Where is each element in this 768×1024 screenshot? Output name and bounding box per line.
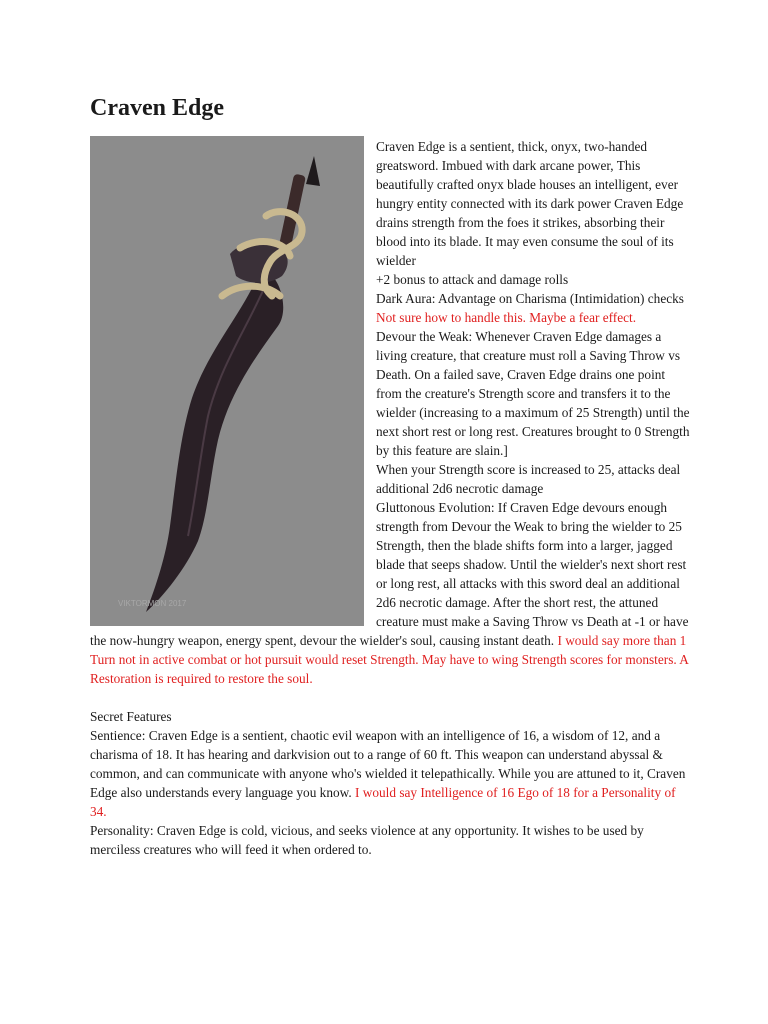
signature: VIKTORMON 2017	[118, 599, 187, 608]
dark-aura-note: Not sure how to handle this. Maybe a fear effect.	[376, 310, 637, 325]
personality-paragraph: Personality: Craven Edge is cold, vicious, and seeks violence at any opportunity. It wishes to be used by merciless creatures who will feed it when ordered to.	[90, 823, 644, 857]
strength-25-paragraph: When your Strength score is increased to 25, attacks deal additional 2d6 necrotic damage	[376, 462, 681, 496]
devour-paragraph: Devour the Weak: Whenever Craven Edge damages a living creature, that creature must roll a Saving Throw vs Death. On a failed save, Craven Edge drains one point from the creature's Strength score and transfers it to the wielder (increasing to a maximum of 25 Strength) until the next short rest or long rest. Creatures brought to 0 Strength by this feature are slain.]	[376, 329, 690, 458]
secret-features-heading: Secret Features	[90, 709, 172, 724]
gluttonous-note: I would say more than 1 Turn not in active combat or hot pursuit would reset Strength. May have to wing Strength scores for monsters. A Restoration is required to restore the soul.	[90, 633, 689, 686]
sentience-paragraph: Sentience: Craven Edge is a sentient, chaotic evil weapon with an intelligence of 16, a wisdom of 12, and a charisma of 18. It has hearing and darkvision out to a range of 60 ft. This weapon can understand abyssal & common, and can communicate with anyone who's wielded it telepathically. While you are attuned to it, Craven Edge also understands every language you know. I would say Intelligence of 16 Ego of 18 for a Personality of 34.	[90, 728, 686, 819]
dark-aura-paragraph: Dark Aura: Advantage on Charisma (Intimidation) checks Not sure how to handle this. Maybe a fear effect.	[376, 291, 684, 325]
gluttonous-paragraph: Gluttonous Evolution: If Craven Edge devours enough strength from Devour the Weak to bring the wielder to 25 Strength, then the blade shifts form into a larger, jagged blade that seeps shadow. Until the wielder's next short rest or long rest, all attacks with this sword deal an additional 2d6 necrotic damage. After the short rest, the attuned creature must make a Saving Throw vs Death at -1 or have the now-hungry weapon, energy spent, devour the wielder's soul, causing instant death. I would say more than 1 Turn not in active combat or hot pursuit would reset Strength. May have to wing Strength scores for monsters. A Restoration is required to restore the soul.	[90, 500, 689, 686]
page-title: Craven Edge	[90, 95, 224, 121]
sentience-note: I would say Intelligence of 16 Ego of 18 for a Personality of 34.	[90, 785, 676, 819]
bonus-line: +2 bonus to attack and damage rolls	[376, 272, 569, 287]
item-description	[90, 137, 692, 859]
intro-paragraph: Craven Edge is a sentient, thick, onyx, two-handed greatsword. Imbued with dark arcane power, This beautifully crafted onyx blade houses an intelligent, ever hungry entity connected with its dark power Craven Edge drains strength from the foes it strikes, absorbing their blood into its blade. It may even consume the soul of its wielder	[376, 139, 684, 268]
